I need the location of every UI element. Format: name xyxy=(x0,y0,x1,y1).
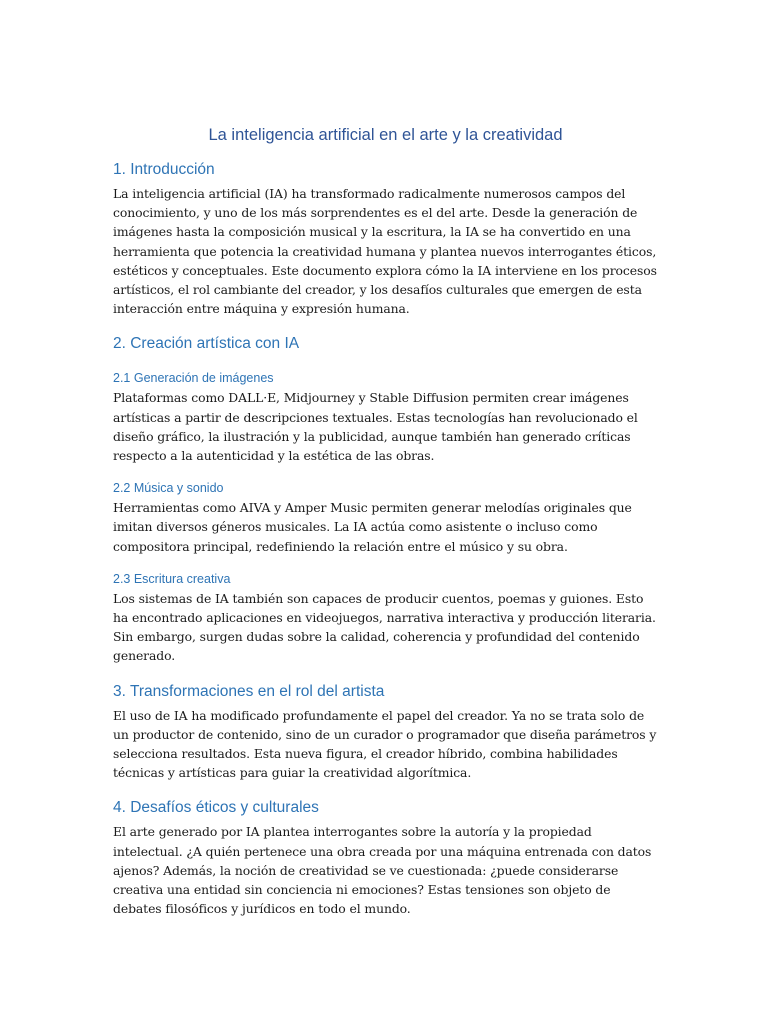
subsection-heading-music: 2.2 Música y sonido xyxy=(113,481,224,496)
subsection-images xyxy=(113,369,658,465)
section-artist-role xyxy=(113,681,658,783)
subsection-music xyxy=(113,479,658,556)
section-heading-artist-role: 3. Transformaciones en el rol del artista xyxy=(113,682,385,700)
section-ethics xyxy=(113,797,658,918)
subsection-heading-writing: 2.3 Escritura creativa xyxy=(113,571,231,586)
subsection-writing xyxy=(113,570,658,666)
section-creation xyxy=(113,333,658,665)
paragraph-ethics: El arte generado por IA plantea interrogantes sobre la autoría y la propiedad intelectual. ¿A quién pertenece una obra creada por una máquina entrenada con datos ajenos? Además, la noción de creatividad se ve cuestionada: ¿puede considerarse creativa una entidad sin conciencia ni emociones? Estas tensiones son objeto de debates filosóficos y jurídicos en todo el mundo. xyxy=(113,824,652,917)
paragraph-writing: Los sistemas de IA también son capaces de producir cuentos, poemas y guiones. Esto ha encontrado aplicaciones en videojuegos, narrativa interactiva y producción literaria. Sin embargo, surgen dudas sobre la calidad, coherencia y profundidad del contenido generado. xyxy=(113,590,656,664)
paragraph-introduction: La inteligencia artificial (IA) ha transformado radicalmente numerosos campos del conocimiento, y uno de los más sorprendentes es el del arte. Desde la generación de imágenes hasta la composición musical y la escritura, la IA se ha convertido en una herramienta que potencia la creatividad humana y plantea nuevos interrogantes éticos, estéticos y conceptuales. Este documento explora cómo la IA interviene en los procesos artísticos, el rol cambiante del creador, y los desafíos culturales que emergen de esta interacción entre máquina y expresión humana. xyxy=(113,186,657,317)
section-heading-introduction: 1. Introducción xyxy=(113,161,215,178)
document-title: La inteligencia artificial en el arte y la creatividad xyxy=(208,126,563,144)
subsection-heading-images: 2.1 Generación de imágenes xyxy=(113,371,274,386)
paragraph-music: Herramientas como AIVA y Amper Music permiten generar melodías originales que imitan diversos géneros musicales. La IA actúa como asistente o incluso como compositora principal, redefiniendo la relación entre el músico y su obra. xyxy=(113,500,632,554)
paragraph-artist-role: El uso de IA ha modificado profundamente el papel del creador. Ya no se trata solo de un productor de contenido, sino de un curador o programador que diseña parámetros y selecciona resultados. Esta nueva figura, el creador híbrido, combina habilidades técnicas y artísticas para guiar la creatividad algorítmica. xyxy=(113,707,657,781)
section-heading-ethics: 4. Desafíos éticos y culturales xyxy=(113,799,319,817)
paragraph-images: Plataformas como DALL·E, Midjourney y Stable Diffusion permiten crear imágenes artísticas a partir de descripciones textuales. Estas tecnologías han revolucionado el diseño gráfico, la ilustración y la publicidad, aunque también han generado críticas respecto a la autenticidad y la estética de las obras. xyxy=(113,390,638,464)
document-page xyxy=(113,123,658,918)
section-introduction xyxy=(113,159,658,318)
section-heading-creation: 2. Creación artística con IA xyxy=(113,335,300,353)
